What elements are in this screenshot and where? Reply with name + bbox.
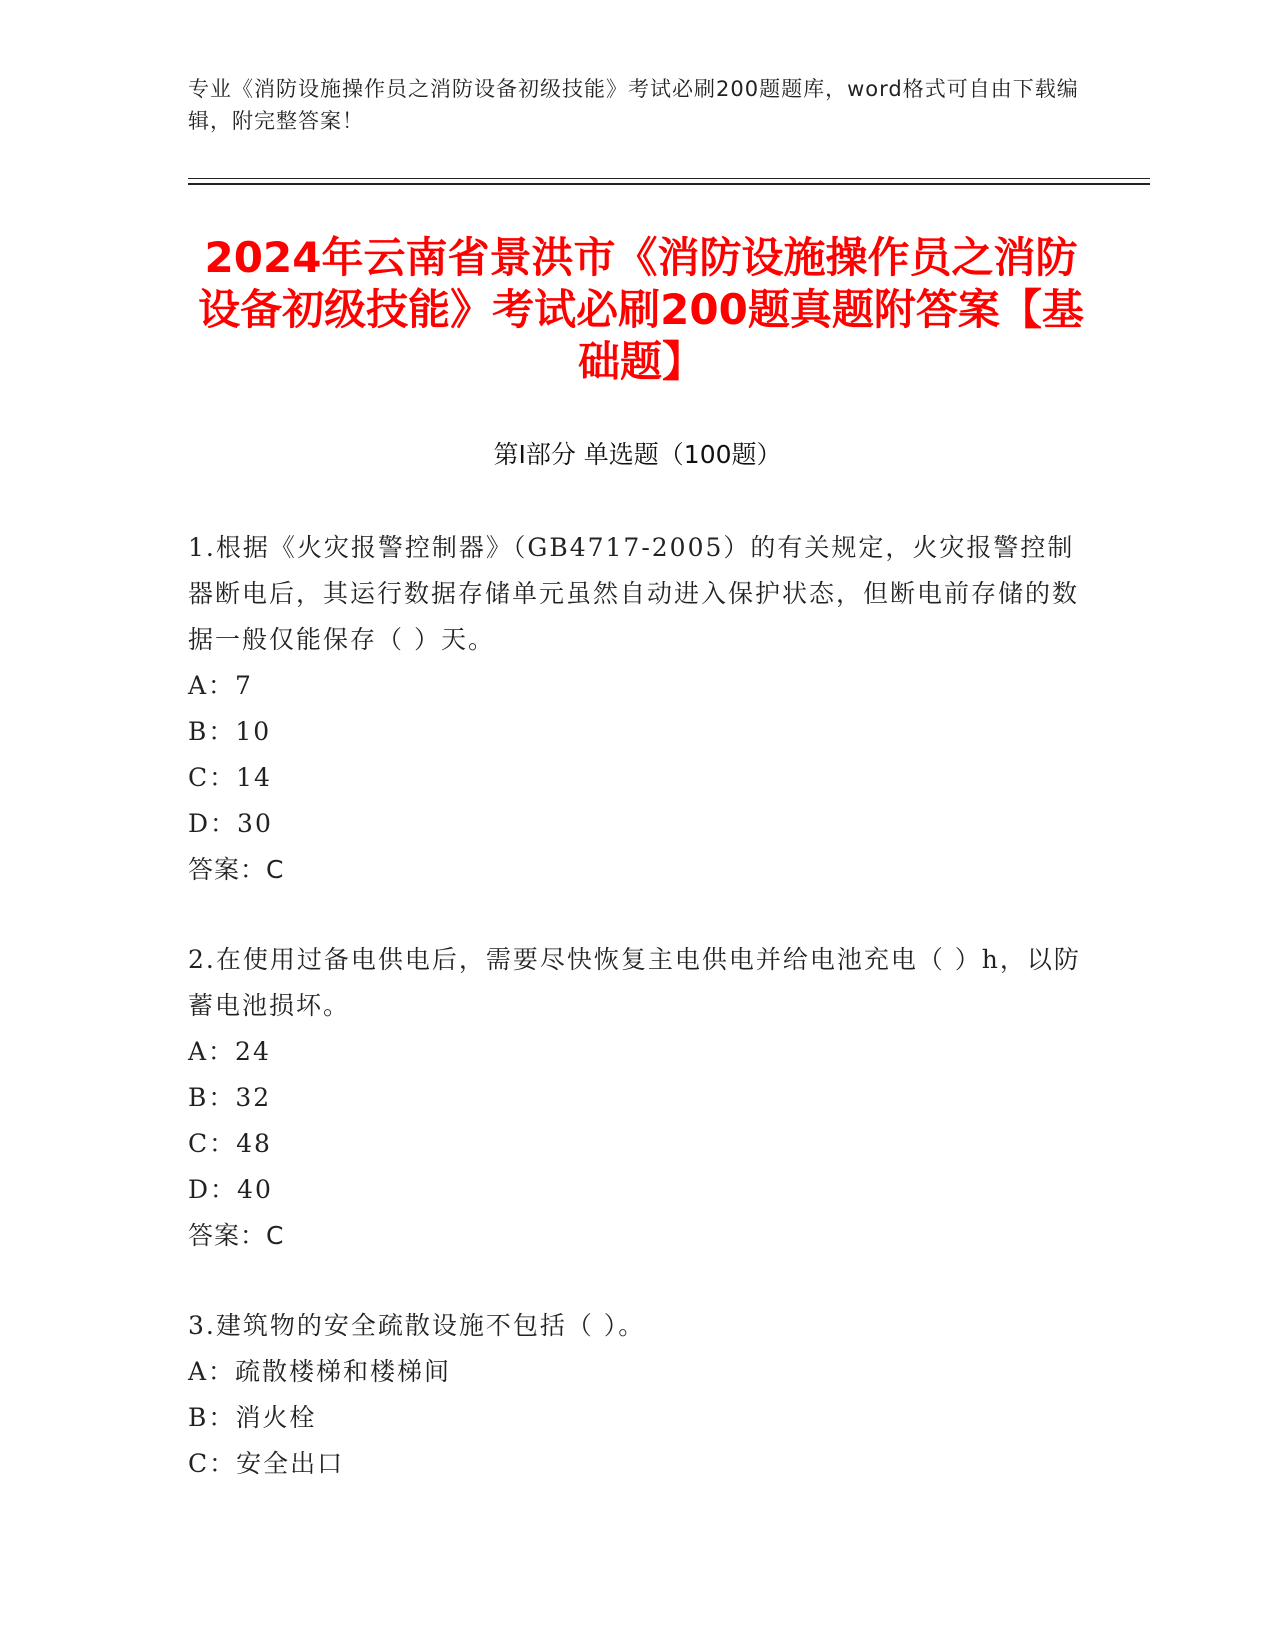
option-d: D：30 xyxy=(188,809,273,838)
question-text: 1.根据《火灾报警控制器》（GB4717-2005）的有关规定，火灾报警控制器断电后，其运行数据存储单元虽然自动进入保护状态，但断电前存储的数据一般仅能保存（ ）天。 xyxy=(188,533,1080,654)
option-c: C：48 xyxy=(188,1129,272,1158)
option-c: C：14 xyxy=(188,763,272,792)
option-b: B：32 xyxy=(188,1083,272,1112)
question-3 xyxy=(188,1303,1088,1487)
question-text: 2.在使用过备电供电后，需要尽快恢复主电供电并给电池充电（ ）h，以防蓄电池损坏。 xyxy=(188,945,1081,1020)
answer: 答案：C xyxy=(188,855,285,884)
option-a: A：7 xyxy=(188,671,253,700)
intro-text: 专业《消防设施操作员之消防设备初级技能》考试必刷200题题库，word格式可自由下载编辑，附完整答案！ xyxy=(188,77,1079,133)
section-heading: 第I部分 单选题（100题） xyxy=(493,440,782,469)
option-b: B：消火栓 xyxy=(188,1403,317,1432)
option-a: A：24 xyxy=(188,1037,271,1066)
option-b: B：10 xyxy=(188,717,272,746)
option-c: C：安全出口 xyxy=(188,1449,345,1478)
option-d: D：40 xyxy=(188,1175,273,1204)
question-1 xyxy=(188,525,1088,893)
header-divider-thick xyxy=(188,183,1150,185)
question-text: 3.建筑物的安全疏散设施不包括（ ）。 xyxy=(188,1311,646,1340)
answer: 答案：C xyxy=(188,1221,285,1250)
document-title: 2024年云南省景洪市《消防设施操作员之消防设备初级技能》考试必刷200题真题附答案【基础题】 xyxy=(198,233,1084,386)
option-a: A：疏散楼梯和楼梯间 xyxy=(188,1357,452,1386)
question-2 xyxy=(188,937,1088,1259)
header-divider-thin xyxy=(188,178,1150,179)
